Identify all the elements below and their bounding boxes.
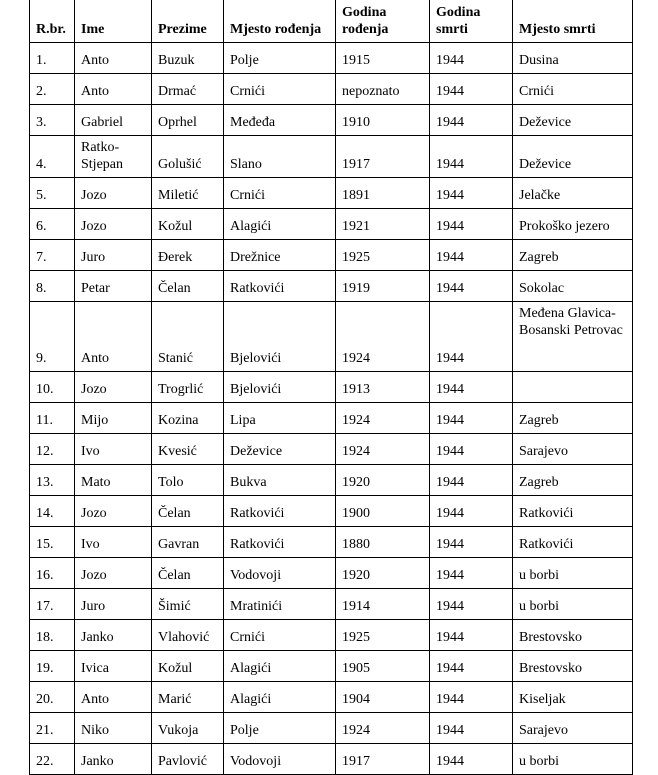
godina-rodenja-cell: nepoznato — [336, 74, 430, 105]
ime-cell: Anto — [75, 74, 152, 105]
mjesto-rodenja-cell: Polje — [224, 713, 336, 744]
mjesto-rodenja-cell: Ratkovići — [224, 527, 336, 558]
mjesto-smrti-cell: u borbi — [513, 558, 633, 589]
mjesto-rodenja-cell: Crnići — [224, 620, 336, 651]
table-header-row — [30, 0, 633, 43]
rbr-cell: 14. — [30, 496, 75, 527]
godina-rodenja-cell: 1915 — [336, 43, 430, 74]
mjesto-rodenja-cell: Ratkovići — [224, 271, 336, 302]
rbr-cell: 16. — [30, 558, 75, 589]
table-row — [30, 744, 633, 775]
ime-cell: Gabriel — [75, 105, 152, 136]
prezime-cell: Marić — [152, 682, 224, 713]
mjesto-smrti-cell: Crnići — [513, 74, 633, 105]
table-row — [30, 589, 633, 620]
prezime-cell: Drmać — [152, 74, 224, 105]
mjesto-rodenja-cell: Bukva — [224, 465, 336, 496]
mjesto-rodenja-cell: Alagići — [224, 651, 336, 682]
godina-rodenja-cell: 1913 — [336, 372, 430, 403]
godina-rodenja-cell: 1905 — [336, 651, 430, 682]
godina-smrti-cell: 1944 — [430, 372, 513, 403]
prezime-cell: Vukoja — [152, 713, 224, 744]
mjesto-rodenja-cell: Crnići — [224, 178, 336, 209]
table-row — [30, 372, 633, 403]
prezime-cell: Čelan — [152, 496, 224, 527]
prezime-cell: Čelan — [152, 558, 224, 589]
mjesto-smrti-cell: Zagreb — [513, 240, 633, 271]
godina-smrti-cell: 1944 — [430, 744, 513, 775]
prezime-cell: Trogrlić — [152, 372, 224, 403]
mjesto-smrti-cell: Sokolac — [513, 271, 633, 302]
ime-cell: Ivo — [75, 434, 152, 465]
rbr-cell: 12. — [30, 434, 75, 465]
mjesto-rodenja-cell: Ratkovići — [224, 496, 336, 527]
table-row — [30, 713, 633, 744]
table-row — [30, 43, 633, 74]
victims-table — [29, 0, 633, 775]
prezime-cell: Stanić — [152, 302, 224, 372]
ime-cell: Niko — [75, 713, 152, 744]
ime-cell: Jozo — [75, 372, 152, 403]
godina-rodenja-cell: 1920 — [336, 465, 430, 496]
mjesto-smrti-cell: Prokoško jezero — [513, 209, 633, 240]
table-row — [30, 271, 633, 302]
header-ime: Ime — [75, 0, 152, 43]
godina-smrti-cell: 1944 — [430, 403, 513, 434]
ime-cell: Jozo — [75, 558, 152, 589]
table-row — [30, 302, 633, 372]
mjesto-smrti-cell: Sarajevo — [513, 713, 633, 744]
godina-rodenja-cell: 1914 — [336, 589, 430, 620]
table-row — [30, 558, 633, 589]
mjesto-rodenja-cell: Polje — [224, 43, 336, 74]
mjesto-smrti-cell: Jelačke — [513, 178, 633, 209]
rbr-cell: 21. — [30, 713, 75, 744]
prezime-cell: Gavran — [152, 527, 224, 558]
godina-smrti-cell: 1944 — [430, 209, 513, 240]
prezime-cell: Golušić — [152, 136, 224, 178]
header-prezime: Prezime — [152, 0, 224, 43]
godina-smrti-cell: 1944 — [430, 651, 513, 682]
godina-smrti-cell: 1944 — [430, 527, 513, 558]
mjesto-rodenja-cell: Bjelovići — [224, 372, 336, 403]
prezime-cell: Kozina — [152, 403, 224, 434]
table-row — [30, 74, 633, 105]
prezime-cell: Buzuk — [152, 43, 224, 74]
godina-rodenja-cell: 1880 — [336, 527, 430, 558]
mjesto-rodenja-cell: Lipa — [224, 403, 336, 434]
mjesto-smrti-cell: Međena Glavica-Bosanski Petrovac — [513, 302, 633, 372]
mjesto-smrti-cell: Zagreb — [513, 465, 633, 496]
ime-cell: Anto — [75, 302, 152, 372]
ime-cell: Ratko-Stjepan — [75, 136, 152, 178]
mjesto-rodenja-cell: Crnići — [224, 74, 336, 105]
rbr-cell: 13. — [30, 465, 75, 496]
prezime-cell: Šimić — [152, 589, 224, 620]
rbr-cell: 10. — [30, 372, 75, 403]
ime-cell: Juro — [75, 240, 152, 271]
godina-rodenja-cell: 1924 — [336, 403, 430, 434]
mjesto-rodenja-cell: Vodovoji — [224, 558, 336, 589]
prezime-cell: Vlahović — [152, 620, 224, 651]
mjesto-rodenja-cell: Alagići — [224, 209, 336, 240]
godina-rodenja-cell: 1910 — [336, 105, 430, 136]
table-row — [30, 209, 633, 240]
ime-cell: Anto — [75, 682, 152, 713]
godina-rodenja-cell: 1924 — [336, 434, 430, 465]
mjesto-smrti-cell: Sarajevo — [513, 434, 633, 465]
godina-smrti-cell: 1944 — [430, 178, 513, 209]
mjesto-smrti-cell: Ratkovići — [513, 496, 633, 527]
rbr-cell: 15. — [30, 527, 75, 558]
godina-smrti-cell: 1944 — [430, 43, 513, 74]
godina-rodenja-cell: 1919 — [336, 271, 430, 302]
table-row — [30, 620, 633, 651]
table-body — [30, 43, 633, 775]
table-row — [30, 682, 633, 713]
rbr-cell: 7. — [30, 240, 75, 271]
table-row — [30, 178, 633, 209]
mjesto-rodenja-cell: Deževice — [224, 434, 336, 465]
table-row — [30, 651, 633, 682]
ime-cell: Mato — [75, 465, 152, 496]
mjesto-rodenja-cell: Bjelovići — [224, 302, 336, 372]
mjesto-smrti-cell: Zagreb — [513, 403, 633, 434]
table-row — [30, 403, 633, 434]
rbr-cell: 2. — [30, 74, 75, 105]
mjesto-smrti-cell: Dusina — [513, 43, 633, 74]
godina-smrti-cell: 1944 — [430, 434, 513, 465]
prezime-cell: Oprhel — [152, 105, 224, 136]
prezime-cell: Đerek — [152, 240, 224, 271]
godina-smrti-cell: 1944 — [430, 465, 513, 496]
mjesto-smrti-cell: u borbi — [513, 744, 633, 775]
rbr-cell: 8. — [30, 271, 75, 302]
godina-smrti-cell: 1944 — [430, 496, 513, 527]
godina-rodenja-cell: 1921 — [336, 209, 430, 240]
godina-smrti-cell: 1944 — [430, 589, 513, 620]
table-row — [30, 105, 633, 136]
mjesto-smrti-cell: Deževice — [513, 105, 633, 136]
header-godina-rodenja: Godina rođenja — [336, 0, 430, 43]
mjesto-rodenja-cell: Slano — [224, 136, 336, 178]
mjesto-rodenja-cell: Drežnice — [224, 240, 336, 271]
mjesto-rodenja-cell: Alagići — [224, 682, 336, 713]
prezime-cell: Kožul — [152, 209, 224, 240]
godina-smrti-cell: 1944 — [430, 271, 513, 302]
header-mjesto-rodenja: Mjesto rođenja — [224, 0, 336, 43]
mjesto-smrti-cell: Deževice — [513, 136, 633, 178]
mjesto-rodenja-cell: Mratinići — [224, 589, 336, 620]
godina-rodenja-cell: 1925 — [336, 620, 430, 651]
table-row — [30, 136, 633, 178]
mjesto-smrti-cell: u borbi — [513, 589, 633, 620]
table-row — [30, 465, 633, 496]
godina-rodenja-cell: 1924 — [336, 713, 430, 744]
table-row — [30, 496, 633, 527]
rbr-cell: 11. — [30, 403, 75, 434]
mjesto-smrti-cell — [513, 372, 633, 403]
rbr-cell: 17. — [30, 589, 75, 620]
mjesto-smrti-cell: Brestovsko — [513, 620, 633, 651]
godina-rodenja-cell: 1904 — [336, 682, 430, 713]
prezime-cell: Čelan — [152, 271, 224, 302]
rbr-cell: 22. — [30, 744, 75, 775]
ime-cell: Ivica — [75, 651, 152, 682]
godina-rodenja-cell: 1891 — [336, 178, 430, 209]
godina-smrti-cell: 1944 — [430, 136, 513, 178]
ime-cell: Janko — [75, 744, 152, 775]
godina-smrti-cell: 1944 — [430, 682, 513, 713]
godina-smrti-cell: 1944 — [430, 105, 513, 136]
mjesto-rodenja-cell: Vodovoji — [224, 744, 336, 775]
header-mjesto-smrti: Mjesto smrti — [513, 0, 633, 43]
godina-rodenja-cell: 1924 — [336, 302, 430, 372]
ime-cell: Petar — [75, 271, 152, 302]
godina-rodenja-cell: 1925 — [336, 240, 430, 271]
table-row — [30, 434, 633, 465]
godina-rodenja-cell: 1920 — [336, 558, 430, 589]
header-godina-smrti: Godina smrti — [430, 0, 513, 43]
rbr-cell: 4. — [30, 136, 75, 178]
ime-cell: Jozo — [75, 209, 152, 240]
rbr-cell: 5. — [30, 178, 75, 209]
ime-cell: Jozo — [75, 496, 152, 527]
prezime-cell: Tolo — [152, 465, 224, 496]
godina-smrti-cell: 1944 — [430, 74, 513, 105]
mjesto-rodenja-cell: Međeđa — [224, 105, 336, 136]
prezime-cell: Kožul — [152, 651, 224, 682]
prezime-cell: Miletić — [152, 178, 224, 209]
mjesto-smrti-cell: Ratkovići — [513, 527, 633, 558]
table-row — [30, 240, 633, 271]
rbr-cell: 9. — [30, 302, 75, 372]
header-rbr: R.br. — [30, 0, 75, 43]
ime-cell: Janko — [75, 620, 152, 651]
mjesto-smrti-cell: Kiseljak — [513, 682, 633, 713]
ime-cell: Jozo — [75, 178, 152, 209]
godina-smrti-cell: 1944 — [430, 558, 513, 589]
godina-smrti-cell: 1944 — [430, 620, 513, 651]
rbr-cell: 3. — [30, 105, 75, 136]
table-row — [30, 527, 633, 558]
rbr-cell: 18. — [30, 620, 75, 651]
rbr-cell: 20. — [30, 682, 75, 713]
ime-cell: Ivo — [75, 527, 152, 558]
rbr-cell: 6. — [30, 209, 75, 240]
ime-cell: Mijo — [75, 403, 152, 434]
godina-smrti-cell: 1944 — [430, 713, 513, 744]
mjesto-smrti-cell: Brestovsko — [513, 651, 633, 682]
godina-rodenja-cell: 1917 — [336, 744, 430, 775]
prezime-cell: Kvesić — [152, 434, 224, 465]
godina-rodenja-cell: 1900 — [336, 496, 430, 527]
prezime-cell: Pavlović — [152, 744, 224, 775]
ime-cell: Juro — [75, 589, 152, 620]
godina-smrti-cell: 1944 — [430, 240, 513, 271]
godina-rodenja-cell: 1917 — [336, 136, 430, 178]
ime-cell: Anto — [75, 43, 152, 74]
rbr-cell: 1. — [30, 43, 75, 74]
rbr-cell: 19. — [30, 651, 75, 682]
godina-smrti-cell: 1944 — [430, 302, 513, 372]
